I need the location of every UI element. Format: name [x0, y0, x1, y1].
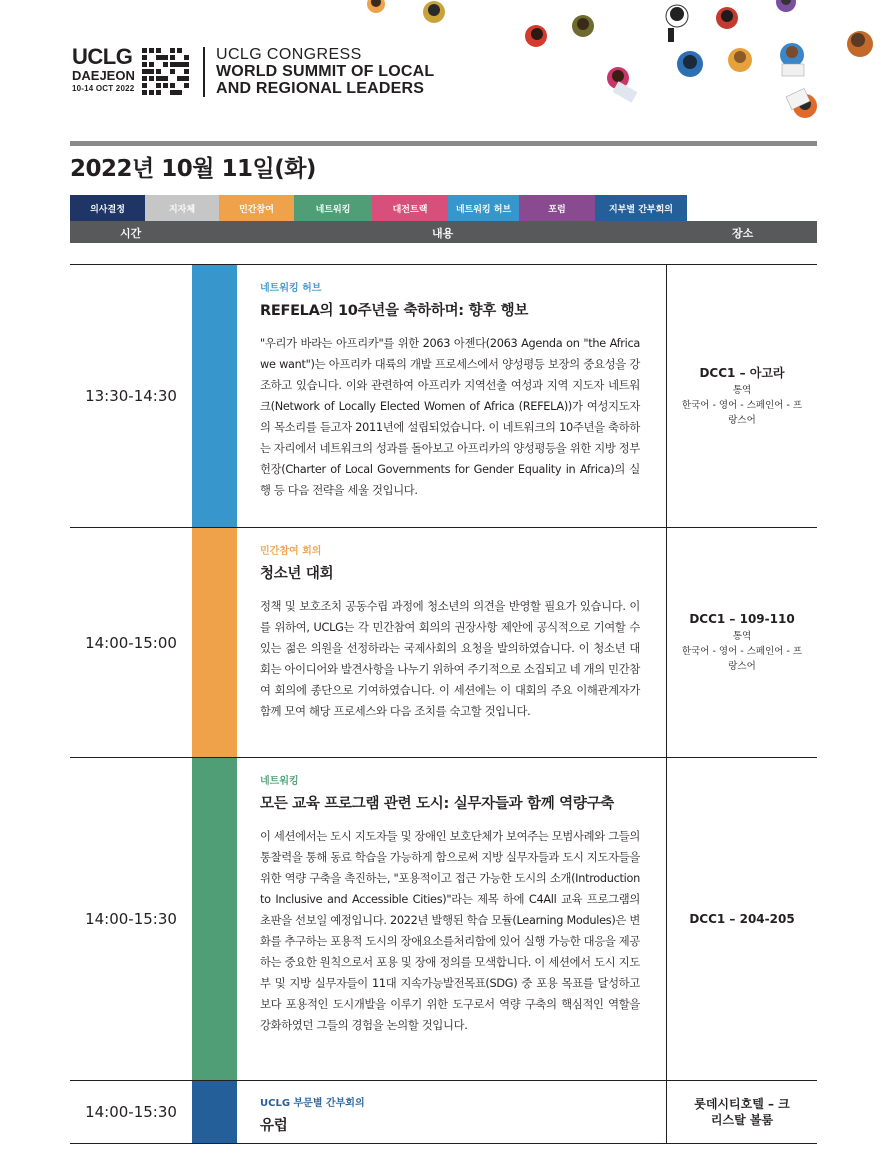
category-legend — [70, 195, 687, 221]
session-venue — [667, 528, 817, 757]
venue-languages: 한국어 - 영어 - 스페인어 - 프랑스어 — [681, 646, 803, 672]
uclg-logo — [72, 46, 192, 98]
congress-line2: WORLD SUMMIT OF LOCAL — [216, 63, 435, 80]
session-time: 14:00-15:30 — [85, 1103, 177, 1121]
category-stripe — [192, 758, 237, 1080]
venue-languages: 한국어 - 영어 - 스페인어 - 프랑스어 — [681, 399, 803, 426]
category-stripe — [192, 265, 237, 527]
venue-name: 롯데시티호텔 – 크리스탈 볼룸 — [694, 1097, 790, 1127]
legend-daejeon-track: 대전트랙 — [372, 195, 448, 221]
session-category: 네트워킹 — [260, 776, 299, 787]
legend-decision: 의사결정 — [70, 195, 145, 221]
session-venue — [667, 265, 817, 527]
title-rule — [70, 141, 817, 146]
session-description: 정책 및 보호조치 공동수립 과정에 청소년의 의견을 반영할 필요가 있습니다. 이를 위하여, UCLG는 각 민간참여 회의의 권장사항 제안에 공식적으로 기여할 수 있는 젊은 의원을 선정하라는 국제사회의 요청을 발의하였습니다. 이 청소년 대회는 아이디어와 발견사항을 나누기 위하여 주기적으로 소집되고 네 개의 민간참여 회의에 종단으로 기여하였습니다. 이 세션에는 이 대회의 주요 이해관계자가 함께 모여 해당 프로세스와 다음 조치를 숙고할 것입니다. — [260, 600, 640, 718]
logo-pattern-icon — [142, 48, 190, 96]
legend-networking-hub: 네트워킹 허브 — [448, 195, 519, 221]
header-time: 시간 — [120, 227, 142, 240]
venue-name: DCC1 – 109-110 — [689, 612, 795, 626]
session-time: 14:00-15:30 — [85, 910, 177, 928]
session-venue — [667, 1081, 817, 1143]
table-bottom-rule — [70, 1143, 817, 1144]
category-stripe — [192, 1081, 237, 1143]
legend-forum: 포럼 — [519, 195, 595, 221]
legend-caucus: 지부별 간부회의 — [595, 195, 687, 221]
venue-interpretation: 통역 — [732, 631, 752, 642]
table-row — [70, 757, 817, 1080]
session-title: 유럽 — [260, 1118, 288, 1134]
session-title: REFELA의 10주년을 축하하며: 향후 행보 — [260, 303, 529, 319]
header-venue: 장소 — [732, 227, 754, 240]
legend-civic-participation: 민간참여 — [219, 195, 294, 221]
congress-line3: AND REGIONAL LEADERS — [216, 80, 425, 97]
logo-word: UCLG — [72, 44, 133, 69]
people-illustration — [350, 0, 888, 130]
venue-interpretation: 통역 — [732, 384, 752, 396]
header-content: 내용 — [432, 227, 454, 240]
table-row — [70, 527, 817, 757]
session-content — [237, 758, 667, 1080]
session-category: UCLG 부문별 간부회의 — [260, 1098, 365, 1109]
table-row — [70, 1080, 817, 1143]
table-header — [70, 221, 817, 243]
header-divider — [203, 47, 205, 97]
venue-name: DCC1 – 204-205 — [689, 912, 795, 926]
logo-city: DAEJEON — [72, 68, 135, 83]
session-venue — [667, 758, 817, 1080]
venue-name: DCC1 – 아고라 — [699, 365, 785, 380]
session-title: 청소년 대회 — [260, 566, 334, 582]
session-time: 13:30-14:30 — [85, 387, 177, 405]
category-stripe — [192, 528, 237, 757]
legend-local-government: 지자체 — [145, 195, 219, 221]
session-title: 모든 교육 프로그램 관련 도시: 실무자들과 함께 역량구축 — [260, 796, 614, 812]
session-time: 14:00-15:00 — [85, 633, 177, 652]
session-category: 민간참여 회의 — [260, 546, 322, 557]
session-content — [237, 1081, 667, 1143]
session-description: "우리가 바라는 아프리카"를 위한 2063 아젠다(2063 Agenda on "the Africa we want")는 아프리카 대륙의 개발 프로세스에서 양성평등 보장의 중요성을 강조하고 있습니다. 이와 관련하여 아프리카 지역선출 여성과 지역 지도자 네트워크(Network of Locally Elected Women of Africa (REFELA))가 여성지도자의 목소리를 듣고자 2011년에 설립되었습니다. 이 네트워크의 10주년을 축하하는 자리에서 네트워크의 성과를 돌아보고 아프리카의 양성평등을 위한 지방 정부 헌장(Charter of Local Governments for Gender Equality in Africa)의 실행 등 다음 전략을 세울 것입니다. — [260, 337, 640, 497]
legend-networking: 네트워킹 — [294, 195, 372, 221]
page-title: 2022년 10월 11일(화) — [70, 156, 316, 182]
session-content — [237, 528, 667, 757]
congress-line1: UCLG CONGRESS — [216, 46, 362, 63]
table-row — [70, 264, 817, 527]
session-description: 이 세션에서는 도시 지도자들 및 장애인 보호단체가 보여주는 모범사례와 그들의 통찰력을 통해 동료 학습을 가능하게 함으로써 지방 실무자들과 도시 지도자들을 위한 역량 구축을 촉진하는, "포용적이고 접근 가능한 도시의 소개(Introduction to Inclusive and Accessible Cities)"라는 제목 하에 C4All 교육 프로그램의 초판을 선보일 예정입니다. 2022년 발행된 학습 모듈(Learning Modules)은 변화를 추구하는 포용적 도시의 장애요소를처리함에 있어 실행 가능한 대응을 제공하는 중요한 원칙으로서 포용 및 장애 정의를 모색합니다. 이 세션에서 도시 지도부 및 지방 실무자들이 11대 지속가능발전목표(SDG) 중 포용 목표를 달성하고 보다 포용적인 도시개발을 이루기 위한 도구로서 역량 구축의 핵심적인 역할을 강화하였던 그들의 경험을 논의할 것입니다. — [260, 830, 640, 1032]
session-content — [237, 265, 667, 527]
session-category: 네트워킹 허브 — [260, 283, 322, 294]
logo-date: 10-14 OCT 2022 — [72, 84, 135, 93]
